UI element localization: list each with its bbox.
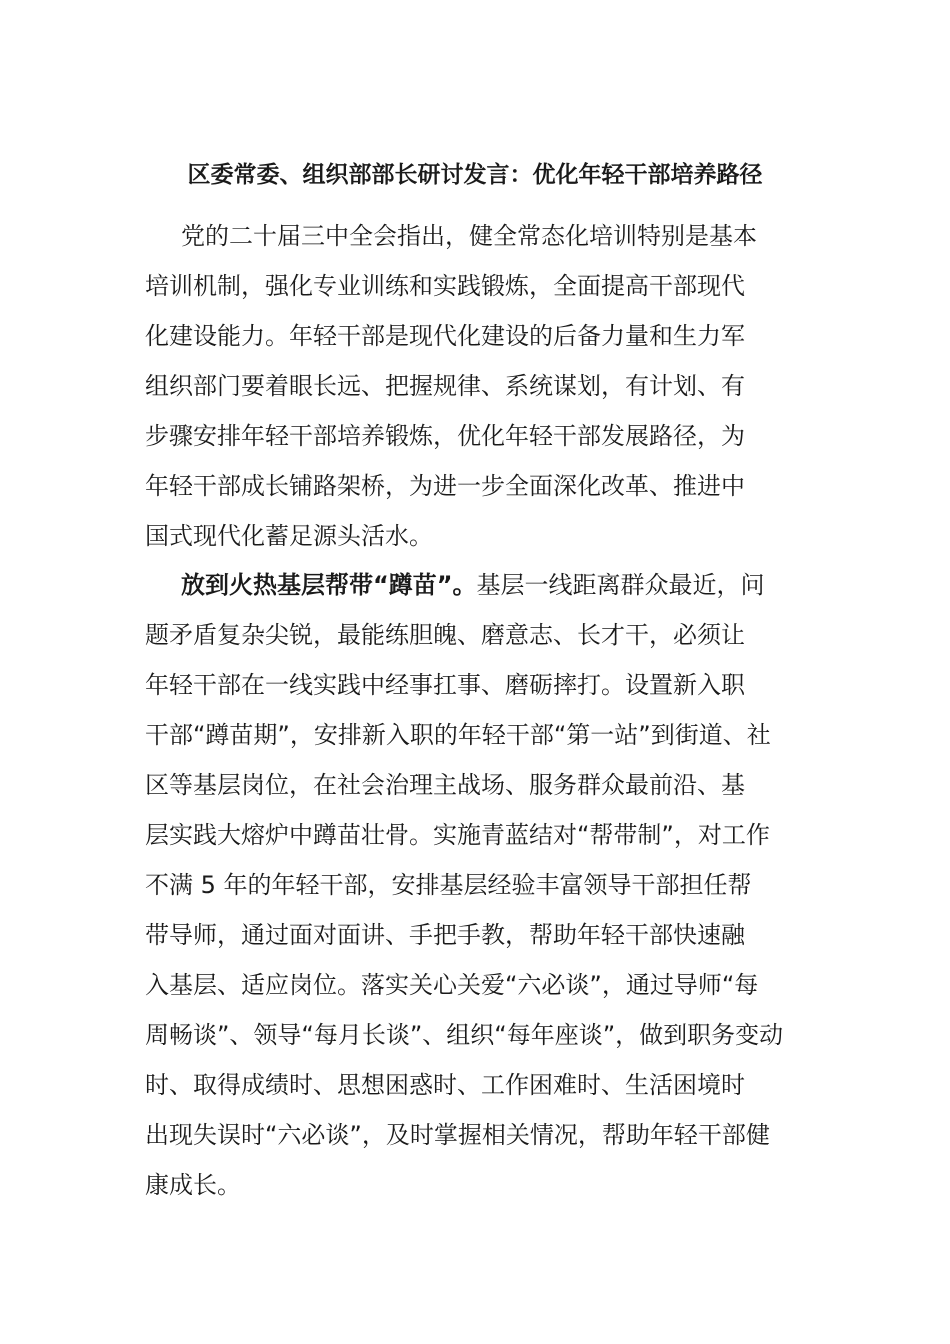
paragraph-line: 组织部门要着眼长远、把握规律、系统谋划，有计划、有 — [145, 372, 745, 400]
paragraph-line: 步骤安排年轻干部培养锻炼，优化年轻干部发展路径，为 — [145, 422, 745, 450]
paragraph-line: 题矛盾复杂尖锐，最能练胆魄、磨意志、长才干，必须让 — [145, 621, 745, 649]
paragraph-line: 国式现代化蓄足源头活水。 — [145, 522, 433, 550]
paragraph-line: 区等基层岗位，在社会治理主战场、服务群众最前沿、基 — [145, 771, 745, 799]
paragraph-lead-heading: 放到火热基层帮带“蹲苗”。 — [181, 571, 477, 599]
paragraph-intro — [145, 211, 807, 561]
document-title: 区委常委、组织部部长研讨发言：优化年轻干部培养路径 — [187, 162, 763, 188]
paragraph-line: 康成长。 — [145, 1171, 241, 1199]
paragraph-line: 出现失误时“六必谈”，及时掌握相关情况，帮助年轻干部健 — [145, 1121, 770, 1149]
paragraph-line: 化建设能力。年轻干部是现代化建设的后备力量和生力军 — [145, 322, 745, 350]
paragraph-grassroots — [145, 560, 807, 1210]
paragraph-line: 干部“蹲苗期”，安排新入职的年轻干部“第一站”到街道、社 — [145, 721, 771, 749]
paragraph-line: 不满 5 年的年轻干部，安排基层经验丰富领导干部担任帮 — [145, 871, 752, 899]
paragraph-line: 入基层、适应岗位。落实关心关爱“六必谈”，通过导师“每 — [145, 971, 759, 999]
paragraph-line: 党的二十届三中全会指出，健全常态化培训特别是基本 — [181, 222, 757, 250]
paragraph-line: 层实践大熔炉中蹲苗壮骨。实施青蓝结对“帮带制”，对工作 — [145, 821, 770, 849]
paragraph-line: 时、取得成绩时、思想困惑时、工作困难时、生活困境时 — [145, 1071, 745, 1099]
paragraph-first-line — [145, 560, 807, 610]
paragraph-line: 年轻干部在一线实践中经事扛事、磨砺摔打。设置新入职 — [145, 671, 745, 699]
paragraph-line: 周畅谈”、领导“每月长谈”、组织“每年座谈”，做到职务变动 — [145, 1021, 784, 1049]
paragraph-line-text: 基层一线距离群众最近，问 — [476, 571, 765, 599]
paragraph-line: 带导师，通过面对面讲、手把手教，帮助年轻干部快速融 — [145, 921, 745, 949]
paragraph-line: 年轻干部成长铺路架桥，为进一步全面深化改革、推进中 — [145, 472, 745, 500]
paragraph-line: 培训机制，强化专业训练和实践锻炼，全面提高干部现代 — [145, 272, 745, 300]
